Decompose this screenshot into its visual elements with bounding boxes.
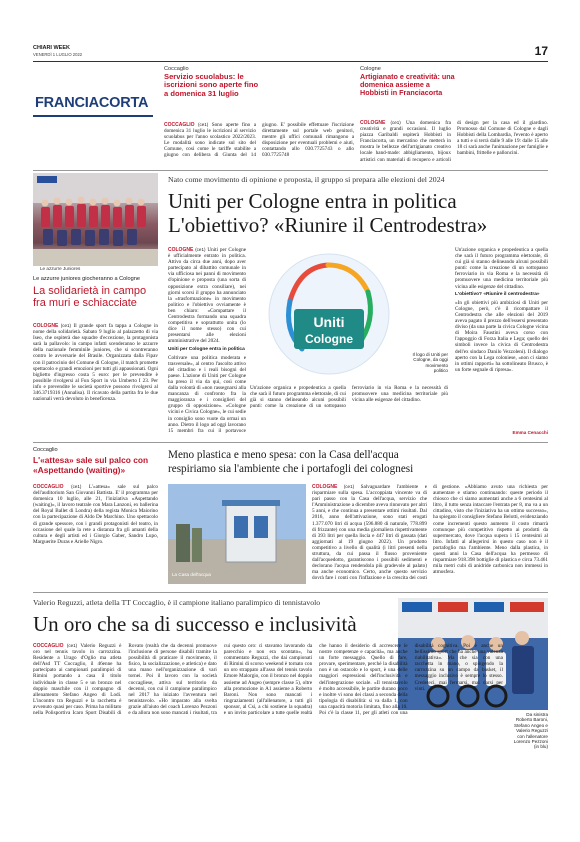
centrodestra-text-1: Uniti per Cologne è ufficialmente entrato in politica. Attivo da circa due anni, dopo aver partecipato al dibattito comunale in via ufficiosa nei panni di movimento d'opinione e proposta (una sorta di opposizione extra consiliare), nei giorni scorsi il gruppo ha annunciato la «trasformazione» in movimento politico e l'obiettivo ovviamente è ben chiaro: «Compattare il Centrodestra formando una squadra competitiva e soprattutto unita (lo dice il nome stesso) con cui presentarsi alle elezioni amministrative del 2024. [168, 247, 246, 345]
logo-word-cologne: Cologne [305, 332, 353, 346]
uniti-logo [250, 247, 408, 381]
section-band [33, 67, 159, 159]
centrodestra-byline: COLOGNE [168, 247, 194, 253]
hobbisti-byline: COLOGNE [360, 120, 386, 126]
centrodestra-title-1: Uniti per Cologne entra in politica [168, 189, 457, 213]
volley-title: La solidarietà in campo fra muri e schiacciate [33, 285, 147, 309]
teatro-byline: COCCAGLIO [33, 484, 64, 490]
acqua-text: Salvaguardare l'ambiente e risparmiare sulla spesa. L'accoppiata vincente va di pari passo con la Casa dell'acqua, servizio che l'Amministrazione a dicembre aveva rinnovato per altri 5 anni, e che continua a presentare ottimi risultati. Dal 2016, anno dell'attivazione, sono stati erogati 1.377.070 litri di acqua (596.880 di naturale, 778.899 di frizzante) con una media giornaliera rispettivamente di 393 litri per quella liscia e 447 litri di gassata (dati aggiornati al 19 giugno 2022). Un prodotto competitivo a livello di qualità (i litri presenti nella struttura, da cui passa il flusso proveniente dall'acquedotto, garantiscono i possibili sedimenti e declorano l'acqua rendendola più gradevole al palato) ma anche economico. Certo, anche questo servizio dovrà fare i conti con l'inflazione e la crescita dei costi di gestione. «Abbiamo avuto una richiesta per aumentare e stiamo continuando: queste periodo il chiosco che ci siamo aumentati anche a 6 centesimi al litro, il tutto senza intaccare l'entrata per 8, ma va a un cittadino, visto che l'iniziativa ha un ottimo successo», ha spiegato il consigliere Stefano Belotti, evidenziando come incrementi questo aumento il costo rimarrà comunque più competitivo rispetto ai prodotti da supermercato, dove l'acqua supera i 15 centesimi al litro. Infatti al allegerirsi in questo caso non è il portafoglio ma l'ambiente. Meno dalla plastica, in questi anni la Casa dell'acqua ha permesso di risparmiare 918.398 bottiglie di plastica e circa 73.461 mila metri cubi di anidride carbonica non immessi in atmosfera. [312, 484, 548, 582]
centrodestra-kicker: Nato come movimento di opinione e proposta, il gruppo si prepara alle elezioni del 2024 [168, 175, 445, 184]
centrodestra-col-lower [250, 385, 448, 435]
acqua-kicker-1: Meno plastica e meno spesa: con la Casa dell'acqua [168, 449, 399, 461]
hobbisti-body: COLOGNE (ce1) Una domenica fra creatività e grandi occasioni. Il luglio piazza Garibaldi ospiterà Hobbisti in Franciacorta, un mercatino che metterà in mostra le bellezze dell'artigianato creativo locale hand-made: abbigliamento, bijoux artistici con materiali di recupero e articoli di design per la casa ed il giardino. Promosso dal Comune di Cologne e dagli Hobbisti della Lombardia, l'evento è aperto a tutti e si terrà dalle 9 alle 19: dalle 15 alle 18 ci sarà anche l'animazione per famiglie e bambini, frittelle e palloncini. [360, 120, 548, 163]
centrodestra-text-2a: Coltivare una politica moderata e trasversale», al centro l'ascolto attivo del cittadino e i reali bisogni del paese. L'azione di Uniti per Cologne ha preso il via da qui, così come dalla volontà di «non rassegnarsi alla mancanza di confronto fra la maggioranza e i consiglieri del gruppo di opposizione». «Cologne vicini e Civica Cologne», le cui sedie in consiglio sono vuote da ormai un anno. Dietro il logo ad oggi lavorano 15 membri fra cui il portavoce [168, 354, 246, 433]
centrodestra-text-3: Un'azione organica e propedeutica a quella che sarà il futuro programma elettorale, di cui già si stanno delineando alcuni possibili punti: come la creazione di un sottopasso ferroviario in via Roma e la necessità di promuovere una medicina territoriale più vicina alle esigenze del cittadino. [250, 385, 448, 410]
scuolabus-byline: COCCAGLIO [164, 122, 195, 128]
centrodestra-subhead-1: Uniti per Cologne entra in politica [168, 346, 245, 352]
volley-body: COLOGNE (ce1) Il grande sport fa tappa a Cologne in nome della solidarietà. Sabato 9 luglio al palazzetto di via Iseo, che ospiterà due squadre d'eccezione, la protagonista sarà la pallavolo: in campo infatti scenderanno le azzurre della nazionale femminile juniores, che si scontreranno contro le avversarie del Brasile. Organizzata dalla Fipav con il patrocinio del Comune di Cologne, il match promette spettacolo e grandi emozioni per tutti gli appassionati. Ogni biglietto d'ingresso costa 5 euro: per le prevendite è possibile rivolgersi al Fun Sport in via Umberto I 23. Per info e prevendite le società sportive possono rivolgersi al 346.3719316 (Annalisa). Il ricavato della partita fra le due nazionali verrà devoluto in beneficenza. [33, 323, 158, 403]
acqua-kicker-2: respiriamo sia l'ambiente che i portafogli dei colognesi [168, 463, 414, 475]
reguzzi-photo-caption: Da sinistra Roberto Baroni, Stefano Angeo e Valerio Reguzzi con l'allenatore Lorenzo Pezzoni (in blu) [513, 712, 548, 750]
acqua-photo [168, 484, 306, 584]
teatro-kicker: Coccaglio [33, 447, 58, 453]
centrodestra-subhead-2: L'obiettivo? «Riunire il centrodestra» [455, 291, 540, 297]
scuolabus-body: COCCAGLIO (ce1) Sono aperte fino a domenica 31 luglio le iscrizioni al servizio scuolabus per l'anno scolastico 2022/2023. Le modalità sono indicate sul sito del Comune, così come le tariffe stabilite a giugno con delibera di Giunta del 14 giugno. E' possibile effettuare l'iscrizione direttamente sul portale web genitori, mentre gli uffici comunali rimangono a disposizione per eventuali problemi e aiuti, contattando allo 030.7725743 o allo 030.7725748 [164, 122, 354, 159]
section-title: FRANCIACORTA [35, 95, 149, 111]
acqua-byline: COLOGNE [312, 484, 338, 490]
centrodestra-author: Emma Cenacchi [512, 430, 548, 435]
acqua-body: COLOGNE (ce1) Salvaguardare l'ambiente e risparmiare sulla spesa. L'accoppiata vincente va di pari passo con la Casa dell'acqua, servizio che l'Amministrazione a dicembre aveva rinnovato per altri 5 anni, e che continua a presentare ottimi risultati. Dal 2016, anno dell'attivazione, sono stati erogati 1.377.070 litri di acqua (596.880 di naturale, 778.899 di frizzante) con una media giornaliera rispettivamente di 393 litri per quella liscia e 447 litri di gassata (dati aggiornati al 19 giugno 2022). Un prodotto competitivo a livello di qualità (i litri presenti nella struttura, da cui passa il flusso proveniente dall'acquedotto, garantiscono i possibili sedimenti e declorano l'acqua rendendola più gradevole al palato) ma anche economico. Certo, anche questo servizio dovrà fare i conti con l'inflazione e la crescita dei costi di gestione. «Abbiamo avuto una richiesta per aumentare e stiamo continuando: queste periodo il chiosco che ci siamo aumentati anche a 6 centesimi al litro, il tutto senza intaccare l'entrata per 8, ma va a un cittadino, visto che l'iniziativa ha un ottimo successo», ha spiegato il consigliere Stefano Belotti, evidenziando come incrementi questo aumento il costo rimarrà comunque più competitivo rispetto ai prodotti da supermercato, dove l'acqua supera i 15 centesimi al litro. Infatti al allegerirsi in questo caso non è il portafoglio ma l'ambiente. Meno dalla plastica, in questi anni la Casa dell'acqua ha permesso di risparmiare 918.398 bottiglie di plastica e circa 73.461 mila metri cubi di anidride carbonica non immessi in atmosfera. [312, 484, 548, 582]
teatro-title: L'«attesa» sale sul palco con «Aspettando (waiting)» [33, 456, 149, 475]
reguzzi-byline: COCCAGLIO [33, 643, 64, 649]
centrodestra-col-1: COLOGNE (ce1) Uniti per Cologne è ufficialmente entrato in politica. Attivo da circa due anni, dopo aver partecipato al dibattito comunale in via ufficiosa nei panni di movimento d'opinione e proposta (una sorta di opposizione extra consiliare), nei giorni scorsi il gruppo ha annunciato la «trasformazione» in movimento politico e l'obiettivo ovviamente è ben chiaro: «Compattare il Centrodestra formando una squadra competitiva e soprattutto unita (lo dice il nome stesso) con cui presentarsi alle elezioni amministrative del 2024. Uniti per Cologne entra in politica Coltivare una politica moderata e trasversale», al centro l'ascolto attivo del cittadino e i reali bisogni del paese. L'azione di Uniti per Cologne ha preso il via da qui, così come dalla volontà di «non rassegnarsi alla mancanza di confronto fra la maggioranza e i consiglieri del gruppo di opposizione». «Cologne vicini e Civica Cologne», le cui sedie in consiglio sono vuote da ormai un anno. Dietro il logo ad oggi lavorano 15 membri fra cui il portavoce [168, 247, 246, 433]
volley-photo-caption: Le azzurre Juniores [40, 266, 81, 271]
teatro-text: L'«attesa» sale sul palco dell'auditorium San Giovanni Battista. E' il programma per domenica 10 luglio, alle 21, l'iniziativa «Aspettando (waiting)», il lavoro teatrale con Mara Lanzoni, ex ballerina del Royal Ballet di Londra) della regista Monica Maiorino con la partecipazione di Aldo De Marchino. Uno spettacolo di grande spessore, con i grandi protagonisti del teatro, in occasione del quale la rete a distanza fra gli amanti della cultura e degli artisti ed i Giorgio Gaber, Sandro Lupo, Marguerite Duras e Arielle Nigro. [33, 484, 158, 545]
hobbisti-text: Una domenica fra creatività e grandi occasioni. Il luglio piazza Garibaldi ospiterà Hobbisti in Franciacorta, un mercatino che metterà in mostra le bellezze dell'artigianato creativo locale hand-made: abbigliamento, bijoux artistici con materiali di recupero e articoli di design per la casa ed il giardino. Promosso dal Comune di Cologne e dagli Hobbisti della Lombardia, l'evento è aperto a tutti e si terrà dalle 9 alle 19: dalle 15 alle 18 ci sarà anche l'animazione per famiglie e bambini, frittelle e palloncini. [360, 120, 548, 163]
scuolabus-text: Sono aperte fino a domenica 31 luglio le iscrizioni al servizio scuolabus per l'anno scolastico 2022/2023. Le modalità sono indicate sul sito del Comune, così come le tariffe stabilite a giugno con delibera di Giunta del 14 giugno. E' possibile effettuare l'iscrizione direttamente sul portale web genitori, mentre gli uffici comunali rimangono a disposizione per eventuali problemi e aiuti, contattando allo 030.7725743 o allo 030.7725748 [164, 122, 354, 159]
water-house-illustration [168, 484, 306, 584]
uniti-logo-caption: Il logo di Uniti per Cologne, da oggi movimento politico [412, 352, 448, 374]
hobbisti-title: Artigianato e creatività: una domenica assieme a Hobbisti in Franciacorta [360, 72, 455, 97]
volley-team-illustration [33, 173, 158, 266]
hobbisti-kicker: Cologne [360, 66, 381, 72]
uniti-logo-graphic [250, 247, 408, 381]
scuolabus-kicker: Coccaglio [164, 66, 189, 72]
scuolabus-title: Servizio scuolabus: le iscrizioni sono aperte fino a domenica 31 luglio [164, 72, 259, 98]
volley-byline: COLOGNE [33, 323, 59, 329]
reguzzi-text: Valerio Reguzzi è oro nel tennis tavolo in carrozzina. Residente a Urago d'Oglio ma atleta dell'Asd TT Coccaglio, il 46enne ha partecipato ai campionati paralimpici di Rimini portando a casa il titolo individuale in classe 5 e un bronzo nel doppio maschile con il compagno di allenamento Stefano Angeo di Lodi. L'incontro tra Reguzzi e la racchetta è avvenuto quasi per caso. Prima ha militato nella Polisportiva Icaro Sport Disabili di Rovato (realtà che da decenni promuove l'inclusione di persone disabili tramite la possibilità di praticare il movimento, il fisico, la socializzazione, e atletica) e dato una mano nell'organizzazione di vari tornei. Poi il lavoro con la società coccagliese, attiva sul territorio da decenni, con cui il campione paralimpico nel 2017 ha iniziato l'avventura nel tennistavolo. «Ho imparato alla svelta grazie all'aiuto del coach Lorenzo Pezzoni e da allora non sono mancati i risultati, tra cui questo oro: ci stavamo lavorando da parecchio e non era scontato», ha commentato Reguzzi, che dai campionati di Rimini di scorso weekend è tornato con un oro strappato all'asso del tennis tavolo Emore Malorgio, con il bronzo nel doppio assieme ad Angeo (sempre classe 5), oltre alla promozione in A1 assieme a Roberto Baroni. Non sono mancati i ringraziamenti (all'allenatore, a tutti gli sponsor, al Csi, a chi sostiene la squadra) e un invito particolare a tutte quelle realtà che hanno il desiderio di accrescere le nostre competenze e capacità», ma anche un forte messaggio. Quello di fare, provare, sperimentare, perché la disabilità non è un ostacolo e lo sport, è una delle maggiori espressioni dell'inclusività e dell'integrazione sociale. «Il tennistavolo è molto accessibile, le partite durano poco e inoltre vi sono dei classi a seconda della tipologia di disabilità: si va dalla 1, con una capacità motoria limitata, fino alla 10. Poi c'è la classe 11, per gli atleti con una disabilità cognitiva. Poi è anche un bellissimo sport che ha anche una valenza riabilitativa». Ma che sia con una racchetta in mano, o spingendo la carrozzina su un campo da basket, il messaggio inclusivo è sempre lo stesso. Credeteci, mai fermarsi, mai darsi per vinti. [33, 643, 503, 717]
logo-word-uniti: Uniti [313, 314, 345, 330]
page-number: 17 [534, 44, 548, 58]
centrodestra-title-2: L'obiettivo? «Riunire il Centrodestra» [168, 213, 488, 237]
teatro-body: COCCAGLIO (ce1) L'«attesa» sale sul palco dell'auditorium San Giovanni Battista. E' il programma per domenica 10 luglio, alle 21, l'iniziativa «Aspettando (waiting)», il lavoro teatrale con Mara Lanzoni, ex ballerina del Royal Ballet di Londra) della regista Monica Maiorino con la partecipazione di Aldo De Marchino. Uno spettacolo di grande spessore, con i grandi protagonisti del teatro, in occasione del quale la rete a distanza fra gli amanti della cultura e degli artisti ed i Giorgio Gaber, Sandro Lupo, Marguerite Duras e Arielle Nigro. [33, 484, 158, 545]
issue-date: VENERDÌ 1 LUGLIO 2022 [33, 52, 83, 57]
centrodestra-text-3b: Un'azione organica e propedeutica a quella che sarà il futuro programma elettorale, di cui già si stanno delineando alcuni possibili punti: come la creazione di un sottopasso ferroviario in via Roma e la necessità di promuovere una medicina territoriale più vicina alle esigenze del cittadino. [455, 247, 548, 290]
volley-text: Il grande sport fa tappa a Cologne in nome della solidarietà. Sabato 9 luglio al palazzetto di via Iseo, che ospiterà due squadre d'eccezione, la protagonista sarà la pallavolo: in campo infatti scenderanno le azzurre della nazionale femminile juniores, che si scontreranno contro le avversarie del Brasile. Organizzata dalla Fipav con il patrocinio del Comune di Cologne, il match promette spettacolo e grandi emozioni per tutti gli appassionati. Ogni biglietto d'ingresso costa 5 euro: per le prevendite è possibile rivolgersi al Fun Sport in via Umberto I 23. Per info e prevendite le società sportive possono rivolgersi al 346.3719316 (Annalisa). Il ricavato della partita fra le due nazionali verrà devoluto in beneficenza. [33, 323, 158, 403]
acqua-photo-caption: La Casa dell'acqua [172, 572, 211, 577]
reguzzi-kicker: Valerio Reguzzi, atleta della TT Coccaglio, è il campione italiano paralimpico di tennistavolo [33, 598, 321, 607]
reguzzi-body: COCCAGLIO (ce1) Valerio Reguzzi è oro nel tennis tavolo in carrozzina. Residente a Urago d'Oglio ma atleta dell'Asd TT Coccaglio, il 46enne ha partecipato ai campionati paralimpici di Rimini portando a casa il titolo individuale in classe 5 e un bronzo nel doppio maschile con il compagno di allenamento Stefano Angeo di Lodi. L'incontro tra Reguzzi e la racchetta è avvenuto quasi per caso. Prima ha militato nella Polisportiva Icaro Sport Disabili di Rovato (realtà che da decenni promuove l'inclusione di persone disabili tramite la possibilità di praticare il movimento, il fisico, la socializzazione, e atletica) e dato una mano nell'organizzazione di vari tornei. Poi il lavoro con la società coccagliese, attiva sul territorio da decenni, con cui il campione paralimpico nel 2017 ha iniziato l'avventura nel tennistavolo. «Ho imparato alla svelta grazie all'aiuto del coach Lorenzo Pezzoni e da allora non sono mancati i risultati, tra cui questo oro: ci stavamo lavorando da parecchio e non era scontato», ha commentato Reguzzi, che dai campionati di Rimini di scorso weekend è tornato con un oro strappato all'asso del tennis tavolo Emore Malorgio, con il bronzo nel doppio assieme ad Angeo (sempre classe 5), oltre alla promozione in A1 assieme a Roberto Baroni. Non sono mancati i ringraziamenti (all'allenatore, a tutti gli sponsor, al Csi, a chi sostiene la squadra) e un invito particolare a tutte quelle realtà che hanno il desiderio di accrescere le nostre competenze e capacità», ma anche un forte messaggio. Quello di fare, provare, sperimentare, perché la disabilità non è un ostacolo e lo sport, è una delle maggiori espressioni dell'inclusività e dell'integrazione sociale. «Il tennistavolo è molto accessibile, le partite durano poco e inoltre vi sono dei classi a seconda della tipologia di disabilità: si va dalla 1, con una capacità motoria limitata, fino alla 10. Poi c'è la classe 11, per gli atleti con una disabilità cognitiva. Poi è anche un bellissimo sport che ha anche una valenza riabilitativa». Ma che sia con una racchetta in mano, o spingendo la carrozzina su un campo da basket, il messaggio inclusivo è sempre lo stesso. Credeteci, mai fermarsi, mai darsi per vinti. [33, 643, 503, 717]
centrodestra-text-4: «In gli obiettivi più ambiziosi di Uniti per Cologne, però, c'è il ricompattare il Centrodestra che alle elezioni del 2019 aveva pagato il prezzo dell'essersi presentato diviso (da una parte la civica Cologne vicina di Moira Faustini aveva corso con l'appoggio di Forza Italia e Lega; quello dei simboli invece la civica di Centrodestra dell'ex sindaco Danilo Vezzoleni). Il dialogo aperto con la Lega coloniese, «non ci siamo in ottimi rapporti» ha sottolineato Brusco, è un forte segnale di ripresa». [455, 299, 548, 373]
reguzzi-title: Un oro che sa di successo e inclusività [33, 612, 357, 636]
centrodestra-col-right [455, 247, 548, 433]
masthead-title: CHIARI WEEK [33, 45, 70, 51]
volley-photo [33, 173, 158, 266]
volley-kicker: Le azzurre juniores giocheranno a Cologne [33, 276, 140, 282]
